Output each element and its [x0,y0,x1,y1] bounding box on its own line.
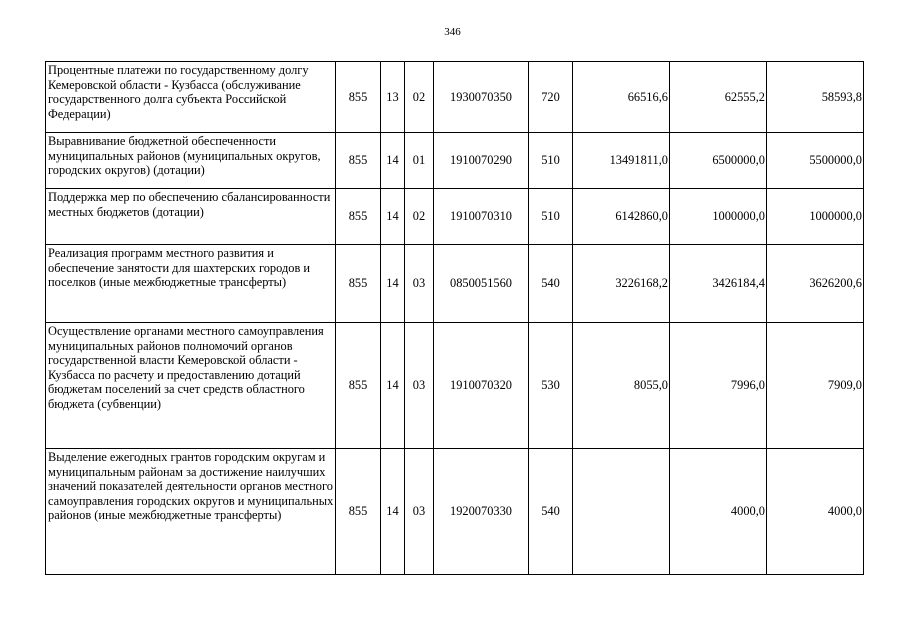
sum-year-1 [573,449,670,575]
budget-table [45,61,864,575]
sum-year-3: 7909,0 [767,323,864,449]
target-article-code: 1920070330 [434,449,529,575]
sum-year-3: 5500000,0 [767,133,864,189]
ministry-code: 855 [336,449,381,575]
sum-year-2: 1000000,0 [670,189,767,245]
subsection-code: 01 [405,133,434,189]
subsection-code: 02 [405,189,434,245]
section-code: 14 [381,449,405,575]
expense-type-code: 720 [529,62,573,133]
sum-year-2: 62555,2 [670,62,767,133]
expense-type-code: 540 [529,245,573,323]
section-code: 14 [381,245,405,323]
table-row [46,189,864,245]
sum-year-2: 6500000,0 [670,133,767,189]
expense-type-code: 510 [529,133,573,189]
row-description: Процентные платежи по государственному долгу Кемеровской области - Кузбасса (обслуживание государственного долга субъекта Российской Федерации) [46,62,336,133]
subsection-code: 02 [405,62,434,133]
expense-type-code: 540 [529,449,573,575]
row-description: Реализация программ местного развития и обеспечение занятости для шахтерских городов и поселков (иные межбюджетные трансферты) [46,245,336,323]
section-code: 13 [381,62,405,133]
sum-year-1: 8055,0 [573,323,670,449]
ministry-code: 855 [336,245,381,323]
sum-year-3: 58593,8 [767,62,864,133]
table-row [46,449,864,575]
ministry-code: 855 [336,133,381,189]
sum-year-1: 13491811,0 [573,133,670,189]
sum-year-2: 7996,0 [670,323,767,449]
target-article-code: 1910070310 [434,189,529,245]
table-row [46,133,864,189]
ministry-code: 855 [336,189,381,245]
row-description: Выравнивание бюджетной обеспеченности муниципальных районов (муниципальных округов, городских округов) (дотации) [46,133,336,189]
sum-year-1: 66516,6 [573,62,670,133]
subsection-code: 03 [405,245,434,323]
target-article-code: 0850051560 [434,245,529,323]
section-code: 14 [381,323,405,449]
expense-type-code: 510 [529,189,573,245]
target-article-code: 1910070290 [434,133,529,189]
sum-year-3: 4000,0 [767,449,864,575]
ministry-code: 855 [336,62,381,133]
row-description: Поддержка мер по обеспечению сбалансированности местных бюджетов (дотации) [46,189,336,245]
section-code: 14 [381,189,405,245]
row-description: Выделение ежегодных грантов городским округам и муниципальным районам за достижение наилучших значений показателей деятельности органов местного самоуправления городских округов и муниципальных районов (иные межбюджетные трансферты) [46,449,336,575]
row-description: Осуществление органами местного самоуправления муниципальных районов полномочий органов государственной власти Кемеровской области - Кузбасса по расчету и предоставлению дотаций бюджетам поселений за счет средств областного бюджета (субвенции) [46,323,336,449]
ministry-code: 855 [336,323,381,449]
section-code: 14 [381,133,405,189]
sum-year-1: 6142860,0 [573,189,670,245]
target-article-code: 1910070320 [434,323,529,449]
expense-type-code: 530 [529,323,573,449]
sum-year-1: 3226168,2 [573,245,670,323]
table-row [46,323,864,449]
subsection-code: 03 [405,323,434,449]
sum-year-3: 1000000,0 [767,189,864,245]
page-number: 346 [444,26,461,38]
sum-year-3: 3626200,6 [767,245,864,323]
table-row [46,62,864,133]
target-article-code: 1930070350 [434,62,529,133]
subsection-code: 03 [405,449,434,575]
sum-year-2: 3426184,4 [670,245,767,323]
table-row [46,245,864,323]
sum-year-2: 4000,0 [670,449,767,575]
